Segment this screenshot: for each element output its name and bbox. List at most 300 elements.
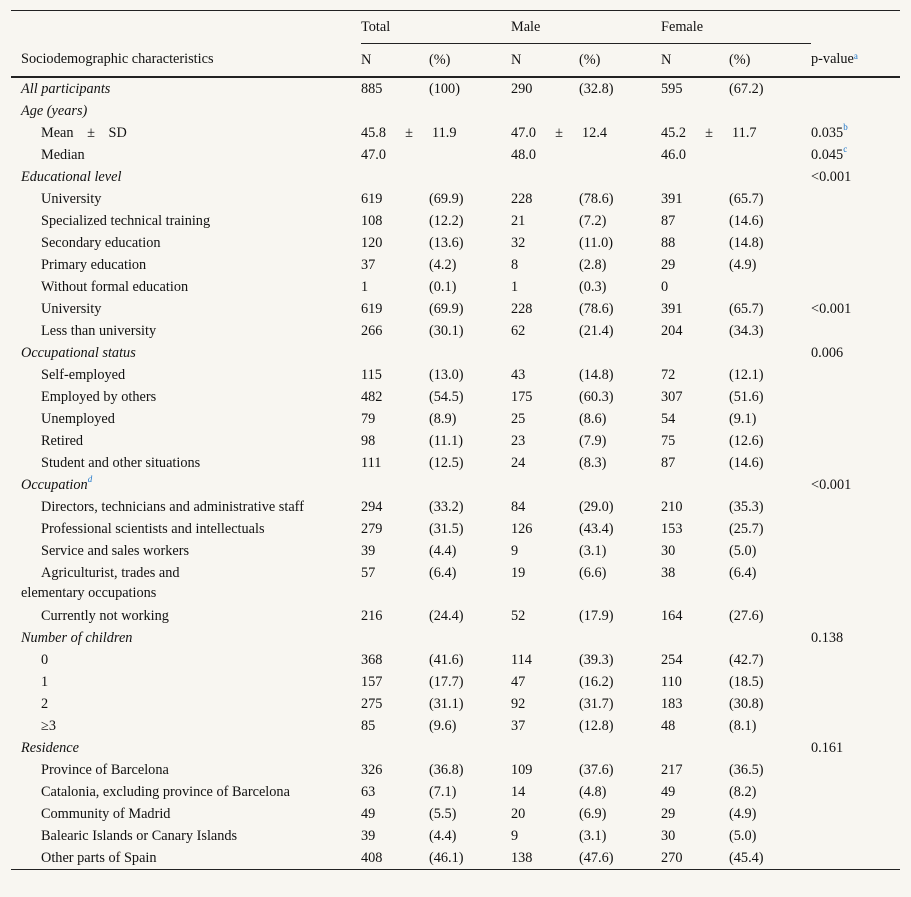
row-label [11, 518, 361, 540]
header-group-total: Total [361, 11, 511, 44]
row-label-text: Service and sales workers [41, 543, 190, 559]
row-label-text: Currently not working [41, 608, 169, 624]
cell-n-total: 1 [361, 279, 369, 295]
cell-pct-female: (6.4) [729, 565, 757, 581]
cell-n-total: 39 [361, 543, 376, 559]
cell-pct-male: (3.1) [579, 828, 607, 844]
cell-n-total: 79 [361, 411, 376, 427]
cell-n-female: 217 [661, 762, 683, 778]
table-row [11, 276, 900, 298]
cell-n-female: 183 [661, 696, 683, 712]
cell-pvalue [811, 803, 900, 825]
cell-n-total [361, 474, 429, 496]
cell-pvalue [811, 254, 900, 276]
cell-pct-female: (4.9) [729, 257, 757, 273]
pvalue-text: 0.161 [811, 740, 844, 756]
row-label [11, 232, 361, 254]
cell-pvalue [811, 781, 900, 803]
cell-pct-male: (60.3) [579, 389, 614, 405]
row-label-text: Primary education [41, 257, 147, 273]
header-pct-total: (%) [429, 44, 511, 78]
cell-n-female: 595 [661, 81, 683, 97]
cell-n-female: 38 [661, 565, 676, 581]
cell-n-male [511, 342, 579, 364]
cell-n-female: 270 [661, 850, 683, 866]
cell-n-female: 30 [661, 828, 676, 844]
cell-pct-female: (35.3) [729, 499, 764, 515]
cell-n-male: 138 [511, 850, 533, 866]
cell-pct-total: (0.1) [429, 279, 457, 295]
cell-pct-female: (65.7) [729, 301, 764, 317]
cell-n-total: 619 [361, 301, 383, 317]
row-label [11, 627, 361, 649]
row-label [11, 254, 361, 276]
cell-n-male: 21 [511, 213, 526, 229]
cell-n-total: 294 [361, 499, 383, 515]
row-label [11, 452, 361, 474]
cell-pvalue [811, 715, 900, 737]
cell-pct-male: (14.8) [579, 367, 614, 383]
row-label [11, 825, 361, 847]
cell-n-male: 25 [511, 411, 526, 427]
cell-pvalue [811, 166, 900, 188]
cell-n-total: 885 [361, 81, 383, 97]
cell-pct-total: (4.4) [429, 828, 457, 844]
header-n-total: N [361, 44, 429, 78]
cell-pct-male [579, 474, 661, 496]
cell-pct-total: (31.5) [429, 521, 464, 537]
cell-n-female: 29 [661, 806, 676, 822]
mean-value: 45.2 [661, 125, 687, 141]
cell-n-total: 39 [361, 828, 376, 844]
table-header [11, 11, 900, 78]
pvalue-text: <0.001 [811, 169, 852, 185]
cell-n-female: 204 [661, 323, 683, 339]
row-label [11, 605, 361, 627]
mean-sd-female [661, 122, 811, 144]
cell-n-male: 52 [511, 608, 526, 624]
cell-n-total: 98 [361, 433, 376, 449]
cell-pct-male: (32.8) [579, 81, 614, 97]
row-label-text: ≥3 [41, 718, 56, 734]
cell-pct-total: (17.7) [429, 674, 464, 690]
cell-pct-total: (69.9) [429, 301, 464, 317]
cell-n-male: 9 [511, 543, 519, 559]
row-label-text: Catalonia, excluding province of Barcelona [41, 784, 290, 800]
row-label-text: Median [41, 147, 85, 163]
plus-minus-sign: ± [405, 125, 413, 141]
cell-pvalue [811, 847, 900, 870]
row-label-text: Province of Barcelona [41, 762, 169, 778]
cell-pvalue [811, 100, 900, 122]
row-label [11, 408, 361, 430]
cell-pvalue [811, 386, 900, 408]
header-pvalue-label: p-value [811, 51, 854, 68]
header-pvalue [811, 44, 900, 78]
row-label [11, 474, 361, 496]
cell-pct-total: (11.1) [429, 433, 464, 449]
table-row [11, 386, 900, 408]
cell-pct-total: (13.6) [429, 235, 464, 251]
cell-n-total: 108 [361, 213, 383, 229]
table-row [11, 562, 900, 605]
table-row [11, 320, 900, 342]
cell-pct-female: (5.0) [729, 828, 757, 844]
cell-n-female: 210 [661, 499, 683, 515]
table-row [11, 540, 900, 562]
cell-pct-female [729, 737, 811, 759]
sociodemographic-table [11, 10, 900, 870]
cell-n-female: 153 [661, 521, 683, 537]
cell-pct-female: (42.7) [729, 652, 764, 668]
cell-pct-total: (12.5) [429, 455, 464, 471]
row-label [11, 715, 361, 737]
row-label [11, 693, 361, 715]
pvalue-text: 0.138 [811, 630, 844, 646]
cell-pct-total [429, 144, 511, 166]
cell-n-total [361, 166, 429, 188]
row-label-text: University [41, 301, 102, 317]
cell-pct-total [429, 627, 511, 649]
header-pct-female: (%) [729, 44, 811, 78]
cell-pct-female: (36.5) [729, 762, 764, 778]
cell-n-total [361, 737, 429, 759]
cell-pvalue [811, 144, 900, 166]
header-pct-male: (%) [579, 44, 661, 78]
cell-pct-male [579, 144, 661, 166]
cell-pct-male: (29.0) [579, 499, 614, 515]
cell-n-total: 157 [361, 674, 383, 690]
table-row [11, 693, 900, 715]
row-label [11, 847, 361, 870]
cell-pvalue [811, 408, 900, 430]
row-label-text: 1 [41, 674, 49, 690]
cell-pct-male: (0.3) [579, 279, 607, 295]
table-row [11, 254, 900, 276]
pvalue-text: <0.001 [811, 477, 852, 493]
cell-pvalue [811, 474, 900, 496]
section-row [11, 627, 900, 649]
header-group-female: Female [661, 11, 811, 44]
cell-pct-female: (14.6) [729, 213, 764, 229]
cell-pct-male: (39.3) [579, 652, 614, 668]
row-label-text: Occupation [21, 477, 88, 493]
cell-pct-total [429, 100, 511, 122]
row-label [11, 188, 361, 210]
cell-n-female: 75 [661, 433, 676, 449]
row-label [11, 803, 361, 825]
cell-pct-male: (43.4) [579, 521, 614, 537]
cell-n-female: 72 [661, 367, 676, 383]
cell-n-total: 49 [361, 806, 376, 822]
cell-pvalue [811, 759, 900, 781]
plus-minus-sign: ± [555, 125, 563, 141]
table-row [11, 364, 900, 386]
cell-pct-total: (69.9) [429, 191, 464, 207]
cell-n-male: 228 [511, 191, 533, 207]
table-row [11, 232, 900, 254]
row-label-text: 0 [41, 652, 49, 668]
cell-n-female [661, 100, 729, 122]
cell-pvalue [811, 77, 900, 100]
row-label-text: Occupational status [21, 345, 136, 361]
cell-pct-total: (41.6) [429, 652, 464, 668]
cell-n-male: 20 [511, 806, 526, 822]
cell-pct-female: (5.0) [729, 543, 757, 559]
row-label-text: Residence [21, 740, 79, 756]
table-row [11, 122, 900, 144]
table-row [11, 210, 900, 232]
cell-pct-male: (4.8) [579, 784, 607, 800]
cell-n-male: 43 [511, 367, 526, 383]
footnote-a-link[interactable]: a [853, 51, 858, 62]
cell-pct-male: (17.9) [579, 608, 614, 624]
cell-pct-male: (6.6) [579, 565, 607, 581]
row-label [11, 649, 361, 671]
cell-n-female: 87 [661, 455, 676, 471]
cell-n-male: 37 [511, 718, 526, 734]
row-label [11, 430, 361, 452]
row-label-text: Self-employed [41, 367, 126, 383]
cell-pct-male [579, 100, 661, 122]
cell-pct-female [729, 342, 811, 364]
row-label [11, 342, 361, 364]
row-label-text: Employed by others [41, 389, 157, 405]
cell-n-male: 32 [511, 235, 526, 251]
cell-pct-total [429, 166, 511, 188]
mean-sd-total [361, 122, 511, 144]
cell-pct-female: (8.1) [729, 718, 757, 734]
plus-minus-sign: ± [705, 125, 713, 141]
cell-n-total: 408 [361, 850, 383, 866]
cell-pct-total: (30.1) [429, 323, 464, 339]
cell-n-male: 92 [511, 696, 526, 712]
cell-n-male [511, 737, 579, 759]
cell-n-female: 87 [661, 213, 676, 229]
cell-pct-female: (34.3) [729, 323, 764, 339]
cell-pct-female: (65.7) [729, 191, 764, 207]
row-label-text: Without formal education [41, 279, 189, 295]
row-label-text: All participants [21, 81, 111, 97]
row-label-text: Student and other situations [41, 455, 201, 471]
cell-pct-total: (46.1) [429, 850, 464, 866]
cell-pct-female: (8.2) [729, 784, 757, 800]
cell-pvalue [811, 364, 900, 386]
cell-pct-total: (31.1) [429, 696, 464, 712]
footnote-d-link[interactable]: d [87, 474, 93, 484]
cell-pvalue [811, 188, 900, 210]
table-row [11, 298, 900, 320]
cell-n-male: 228 [511, 301, 533, 317]
row-label [11, 298, 361, 320]
row-label [11, 166, 361, 188]
cell-pvalue [811, 210, 900, 232]
header-n-female: N [661, 44, 729, 78]
cell-n-total: 275 [361, 696, 383, 712]
cell-pct-total [429, 474, 511, 496]
cell-n-total: 47.0 [361, 147, 387, 163]
cell-n-total: 619 [361, 191, 383, 207]
cell-n-male: 290 [511, 81, 533, 97]
mean-value: 45.8 [361, 125, 387, 141]
cell-n-male [511, 100, 579, 122]
cell-n-male: 14 [511, 784, 526, 800]
cell-pct-total: (8.9) [429, 411, 457, 427]
row-label-text: Secondary education [41, 235, 161, 251]
cell-pvalue [811, 430, 900, 452]
cell-n-female [661, 627, 729, 649]
cell-pvalue [811, 649, 900, 671]
table-row [11, 408, 900, 430]
header-blank [11, 11, 361, 44]
row-label [11, 364, 361, 386]
table-row [11, 144, 900, 166]
cell-pvalue [811, 693, 900, 715]
table-row [11, 452, 900, 474]
cell-pct-male: (47.6) [579, 850, 614, 866]
cell-pct-female [729, 276, 811, 298]
table-body [11, 77, 900, 870]
cell-n-total [361, 100, 429, 122]
cell-pct-female: (18.5) [729, 674, 764, 690]
row-label-text: Mean ± SD [41, 125, 127, 141]
table-row [11, 430, 900, 452]
row-label [11, 210, 361, 232]
cell-pct-male: (7.2) [579, 213, 607, 229]
cell-n-total: 63 [361, 784, 376, 800]
cell-n-male [511, 474, 579, 496]
table-row [11, 188, 900, 210]
cell-n-female [661, 166, 729, 188]
cell-pct-total: (4.4) [429, 543, 457, 559]
cell-n-male: 24 [511, 455, 526, 471]
cell-pct-male: (21.4) [579, 323, 614, 339]
cell-pvalue [811, 298, 900, 320]
sd-value: 12.4 [582, 125, 608, 141]
cell-n-female: 48 [661, 718, 676, 734]
cell-pct-male: (11.0) [579, 235, 614, 251]
cell-n-total: 111 [361, 455, 382, 471]
row-label [11, 320, 361, 342]
cell-pct-female [729, 474, 811, 496]
cell-n-total: 57 [361, 565, 376, 581]
cell-n-male: 114 [511, 652, 532, 668]
sociodemographic-table-container [11, 10, 900, 870]
row-label [11, 759, 361, 781]
cell-pct-female: (12.1) [729, 367, 764, 383]
cell-n-female: 391 [661, 301, 683, 317]
cell-n-male: 126 [511, 521, 533, 537]
row-label [11, 77, 361, 100]
cell-pct-female: (30.8) [729, 696, 764, 712]
cell-n-male: 19 [511, 565, 526, 581]
cell-pct-total: (9.6) [429, 718, 457, 734]
cell-n-female: 307 [661, 389, 683, 405]
sd-value: 11.9 [432, 125, 457, 141]
row-label [11, 276, 361, 298]
cell-n-male [511, 627, 579, 649]
cell-pvalue [811, 627, 900, 649]
row-label [11, 562, 361, 605]
cell-pvalue [811, 342, 900, 364]
row-label [11, 122, 361, 144]
row-label-text: Less than university [41, 323, 157, 339]
row-label-text: Number of children [21, 630, 133, 646]
cell-n-male [511, 166, 579, 188]
row-label-text: Directors, technicians and administrative staff [41, 499, 304, 515]
row-label-text: Retired [41, 433, 84, 449]
section-row [11, 100, 900, 122]
cell-pvalue [811, 562, 900, 605]
table-row [11, 825, 900, 847]
cell-n-male: 47 [511, 674, 526, 690]
cell-n-male: 48.0 [511, 147, 537, 163]
cell-pct-female: (9.1) [729, 411, 757, 427]
cell-pct-male: (37.6) [579, 762, 614, 778]
cell-pct-female [729, 627, 811, 649]
cell-n-total: 266 [361, 323, 383, 339]
cell-n-female: 0 [661, 279, 669, 295]
cell-pct-female: (25.7) [729, 521, 764, 537]
cell-pvalue [811, 452, 900, 474]
cell-pct-female: (67.2) [729, 81, 764, 97]
cell-pct-female [729, 166, 811, 188]
header-n-male: N [511, 44, 579, 78]
row-label [11, 781, 361, 803]
cell-pct-male: (7.9) [579, 433, 607, 449]
cell-pct-female [729, 144, 811, 166]
cell-n-total [361, 342, 429, 364]
table-row [11, 781, 900, 803]
cell-pct-male: (78.6) [579, 301, 614, 317]
cell-n-female [661, 474, 729, 496]
cell-pct-male [579, 737, 661, 759]
cell-n-total: 37 [361, 257, 376, 273]
cell-pct-male [579, 166, 661, 188]
cell-n-female: 254 [661, 652, 683, 668]
row-label [11, 540, 361, 562]
cell-n-male: 62 [511, 323, 526, 339]
cell-n-total: 368 [361, 652, 383, 668]
footnote-b-link[interactable]: b [843, 122, 848, 132]
cell-pct-total: (7.1) [429, 784, 457, 800]
cell-pct-total [429, 342, 511, 364]
mean-value: 47.0 [511, 125, 537, 141]
cell-pvalue [811, 232, 900, 254]
cell-n-female: 46.0 [661, 147, 687, 163]
row-label [11, 386, 361, 408]
cell-n-female: 110 [661, 674, 682, 690]
cell-n-male: 84 [511, 499, 526, 515]
cell-n-male: 109 [511, 762, 533, 778]
pvalue-text: <0.001 [811, 301, 852, 317]
cell-pct-female: (51.6) [729, 389, 764, 405]
cell-n-female [661, 737, 729, 759]
footnote-c-link[interactable]: c [843, 144, 848, 154]
cell-n-female: 30 [661, 543, 676, 559]
cell-pct-female: (14.6) [729, 455, 764, 471]
cell-pct-male: (31.7) [579, 696, 614, 712]
cell-n-female [661, 342, 729, 364]
section-row [11, 737, 900, 759]
section-row [11, 166, 900, 188]
cell-n-total: 85 [361, 718, 376, 734]
row-label [11, 671, 361, 693]
table-row [11, 605, 900, 627]
row-label-text: Specialized technical training [41, 213, 211, 229]
pvalue-text: 0.006 [811, 345, 844, 361]
cell-n-female: 49 [661, 784, 676, 800]
